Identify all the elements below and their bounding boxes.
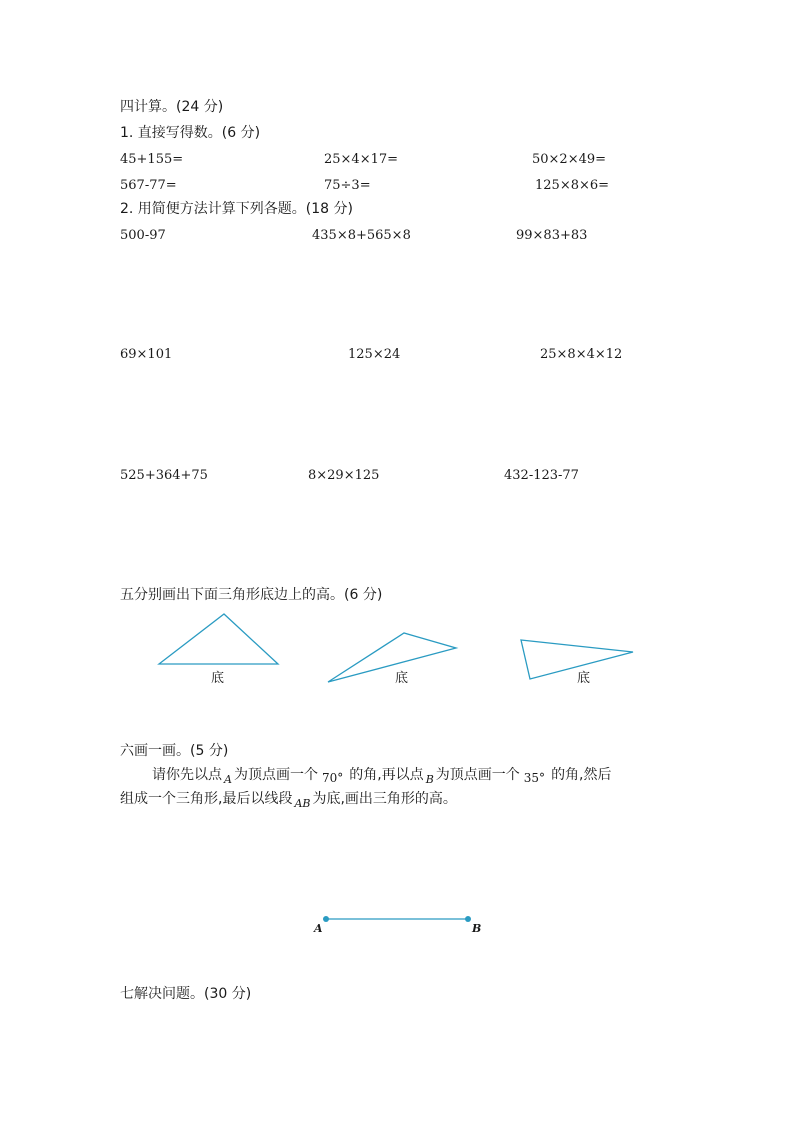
text: 的角,然后 bbox=[551, 767, 612, 783]
q2-item: 525+364+75 bbox=[120, 468, 208, 483]
q2-item: 69×101 bbox=[120, 347, 173, 362]
angle-35: 35° bbox=[523, 771, 546, 785]
point-b-label: B bbox=[425, 773, 434, 786]
point-b bbox=[465, 916, 471, 922]
text: 的角,再以点 bbox=[349, 767, 424, 783]
q2-item: 99×83+83 bbox=[516, 228, 588, 243]
base-label: 底 bbox=[211, 671, 225, 686]
q1-title: 1. 直接写得数。(6 分) bbox=[120, 125, 261, 141]
triangle-1 bbox=[159, 614, 278, 664]
text: 组成一个三角形,最后以线段 bbox=[120, 791, 293, 807]
q2-item: 500-97 bbox=[120, 228, 166, 243]
q2-item: 435×8+565×8 bbox=[312, 228, 411, 243]
section5-title: 五分别画出下面三角形底边上的高。(6 分) bbox=[120, 587, 383, 603]
text: 为底,画出三角形的高。 bbox=[312, 791, 457, 807]
text: 为顶点画一个 bbox=[233, 767, 318, 783]
q1-item: 50×2×49= bbox=[532, 152, 607, 167]
segment-label: AB bbox=[294, 797, 311, 810]
figure-label-b: B bbox=[472, 922, 482, 935]
triangle-2 bbox=[328, 633, 456, 682]
section6-line1 bbox=[152, 766, 612, 785]
section7-title: 七解决问题。(30 分) bbox=[120, 986, 252, 1002]
section6-line2 bbox=[120, 790, 457, 809]
base-label: 底 bbox=[577, 671, 591, 686]
q2-item: 432-123-77 bbox=[504, 468, 579, 483]
base-label: 底 bbox=[395, 671, 409, 686]
point-a bbox=[323, 916, 329, 922]
text: 请你先以点 bbox=[152, 767, 222, 783]
section6-title: 六画一画。(5 分) bbox=[120, 743, 229, 759]
q1-item: 25×4×17= bbox=[324, 152, 399, 167]
angle-70: 70° bbox=[321, 771, 344, 785]
q2-item: 125×24 bbox=[348, 347, 401, 362]
q1-item: 567-77= bbox=[120, 178, 177, 193]
text: 为顶点画一个 bbox=[435, 767, 520, 783]
q2-item: 8×29×125 bbox=[308, 468, 380, 483]
section4-title: 四计算。(24 分) bbox=[120, 99, 224, 115]
q2-title: 2. 用简便方法计算下列各题。(18 分) bbox=[120, 201, 353, 217]
q1-item: 45+155= bbox=[120, 152, 184, 167]
q2-item: 25×8×4×12 bbox=[540, 347, 623, 362]
point-a-label: A bbox=[224, 773, 232, 786]
q1-item: 75÷3= bbox=[324, 178, 371, 193]
figure-label-a: A bbox=[314, 922, 323, 935]
q1-item: 125×8×6= bbox=[535, 178, 610, 193]
